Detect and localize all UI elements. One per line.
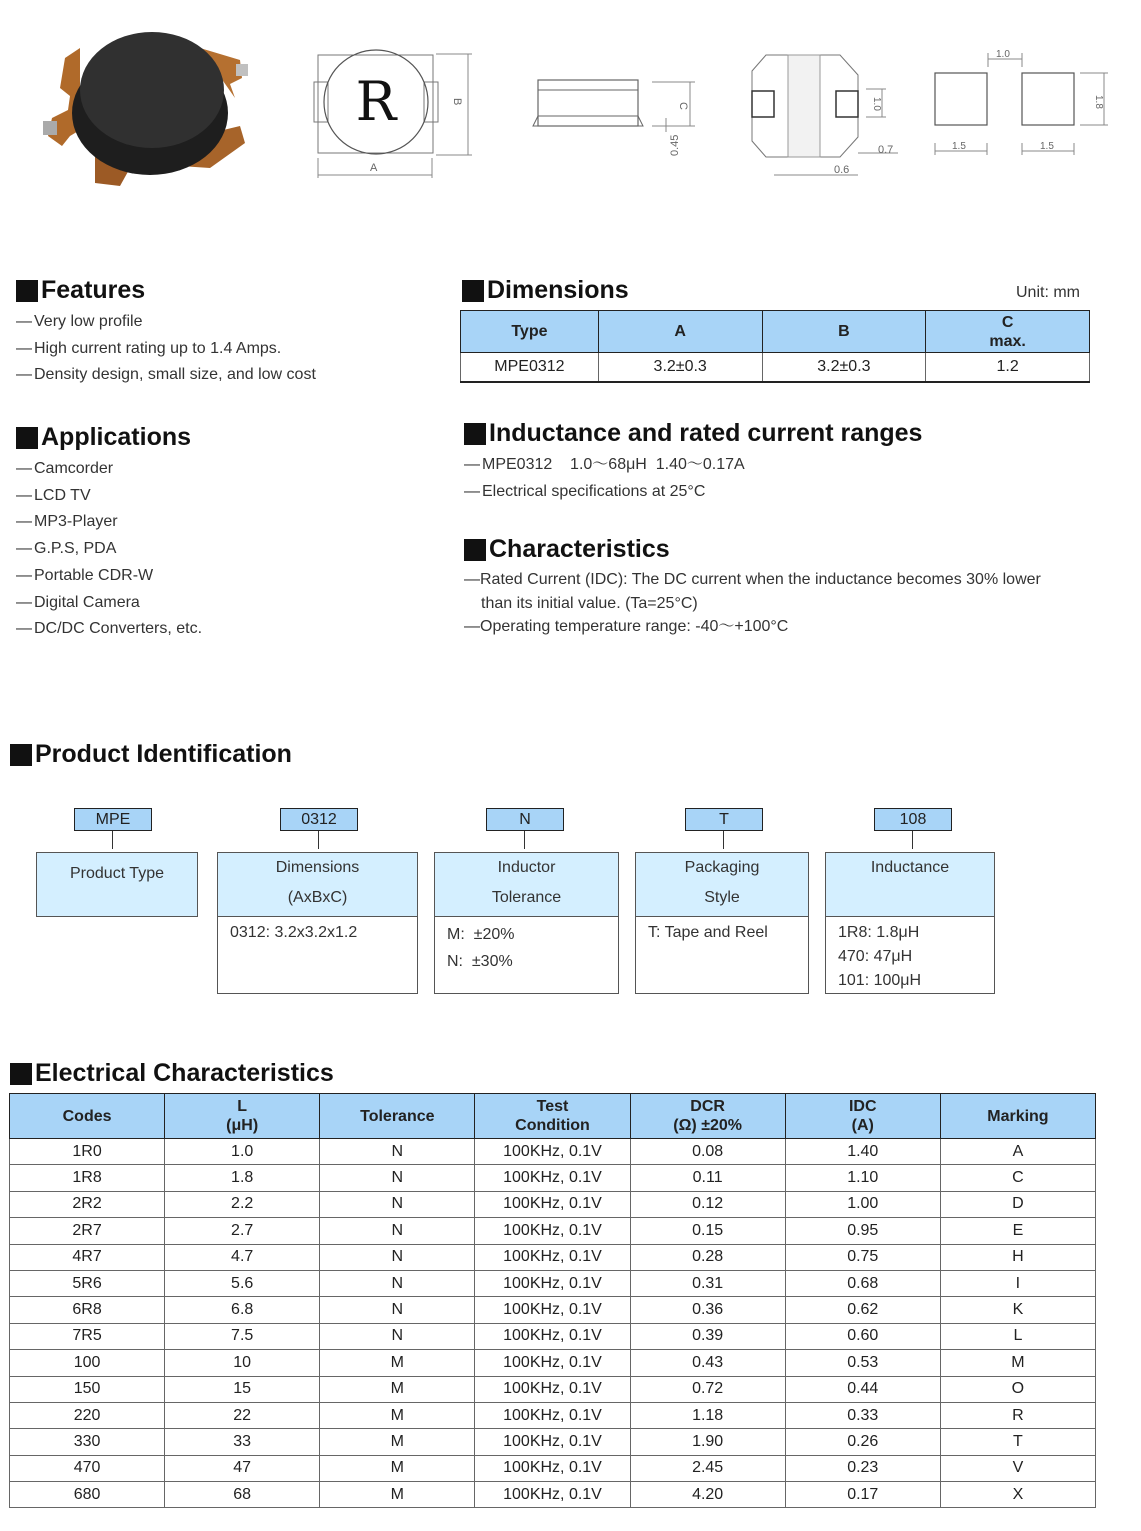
list-item: — MP3-Player bbox=[16, 509, 202, 536]
dim-18: 1.8 bbox=[1093, 95, 1104, 109]
table-cell: 100KHz, 0.1V bbox=[475, 1297, 630, 1323]
heading-square bbox=[16, 427, 38, 449]
land-pattern-drawing bbox=[930, 45, 1115, 160]
table-cell: 15 bbox=[165, 1376, 320, 1402]
table-header bbox=[630, 1094, 785, 1139]
list-item: — DC/DC Converters, etc. bbox=[16, 616, 202, 643]
table-cell: 100KHz, 0.1V bbox=[475, 1429, 630, 1455]
table-cell: 1.90 bbox=[630, 1429, 785, 1455]
list-item-text: Operating temperature range: -40～+100°C bbox=[480, 618, 789, 635]
pid-body-text: N: ±30% bbox=[447, 953, 513, 970]
product-id-title: Product Identification bbox=[35, 740, 292, 768]
pid-body-tolerance bbox=[434, 917, 619, 994]
table-cell: A bbox=[940, 1139, 1095, 1165]
table-cell: 0.95 bbox=[785, 1218, 940, 1244]
table-cell: X bbox=[940, 1482, 1095, 1508]
list-item: — Portable CDR-W bbox=[16, 563, 202, 590]
dim-header: Type bbox=[461, 311, 599, 353]
list-item: — Digital Camera bbox=[16, 590, 202, 617]
table-cell: 0.60 bbox=[785, 1323, 940, 1349]
table-cell: 22 bbox=[165, 1402, 320, 1428]
features-heading bbox=[16, 276, 145, 305]
pid-head-text: Dimensions bbox=[275, 859, 360, 876]
table-cell: N bbox=[320, 1323, 475, 1349]
table-cell: 100KHz, 0.1V bbox=[475, 1139, 630, 1165]
table-cell: 2.45 bbox=[630, 1455, 785, 1481]
dim-header-c-max: max. bbox=[989, 332, 1026, 350]
table-row bbox=[461, 353, 1090, 382]
dimensions-table bbox=[460, 310, 1090, 383]
table-cell: 680 bbox=[10, 1482, 165, 1508]
table-cell: 68 bbox=[165, 1482, 320, 1508]
dim-15b: 1.5 bbox=[1040, 141, 1054, 152]
table-cell: 0.11 bbox=[630, 1165, 785, 1191]
list-item-continuation: than its initial value. (Ta=25°C) bbox=[481, 594, 698, 612]
table-cell: 0.28 bbox=[630, 1244, 785, 1270]
table-header bbox=[10, 1094, 165, 1139]
table-cell: 1R0 bbox=[10, 1139, 165, 1165]
table-header-text: Tolerance bbox=[360, 1107, 435, 1125]
table-row bbox=[10, 1297, 1096, 1323]
table-cell: 7R5 bbox=[10, 1323, 165, 1349]
table-cell: L bbox=[940, 1323, 1095, 1349]
table-cell: 0.72 bbox=[630, 1376, 785, 1402]
list-item-text: Rated Current (IDC): The DC current when the inductance becomes 30% lower bbox=[480, 571, 1041, 588]
pid-head-packaging bbox=[635, 852, 809, 917]
table-cell: 330 bbox=[10, 1429, 165, 1455]
dimensions-heading bbox=[462, 276, 629, 305]
dim-header: B bbox=[762, 311, 926, 353]
list-item: — Camcorder bbox=[16, 456, 202, 483]
table-header-text: DCR bbox=[690, 1098, 725, 1115]
table-cell: 1.40 bbox=[785, 1139, 940, 1165]
pid-body-text: 0312: 3.2x3.2x1.2 bbox=[230, 924, 358, 941]
table-cell: R bbox=[940, 1402, 1095, 1428]
dim-10b: 1.0 bbox=[996, 49, 1010, 60]
table-cell: 470 bbox=[10, 1455, 165, 1481]
pid-head-inductance bbox=[825, 852, 995, 917]
table-cell: H bbox=[940, 1244, 1095, 1270]
table-cell: N bbox=[320, 1270, 475, 1296]
table-cell: 0.62 bbox=[785, 1297, 940, 1323]
table-cell: M bbox=[320, 1482, 475, 1508]
table-header-text: Test bbox=[536, 1098, 569, 1115]
table-cell: 0.26 bbox=[785, 1429, 940, 1455]
electrical-heading bbox=[10, 1059, 334, 1088]
list-item: — Density design, small size, and low cost bbox=[16, 362, 316, 389]
table-cell: 100KHz, 0.1V bbox=[475, 1244, 630, 1270]
table-cell: 2R2 bbox=[10, 1191, 165, 1217]
pid-head-product-type bbox=[36, 852, 198, 917]
dim-10a: 1.0 bbox=[871, 97, 882, 111]
table-cell: 0.33 bbox=[785, 1402, 940, 1428]
dim-045: 0.45 bbox=[669, 134, 681, 156]
table-cell: 1.8 bbox=[165, 1165, 320, 1191]
table-cell: K bbox=[940, 1297, 1095, 1323]
electrical-title: Electrical Characteristics bbox=[35, 1059, 334, 1087]
table-cell: 1.00 bbox=[785, 1191, 940, 1217]
table-row bbox=[10, 1350, 1096, 1376]
inductance-heading bbox=[464, 419, 922, 448]
applications-heading bbox=[16, 423, 191, 452]
list-item: — Very low profile bbox=[16, 309, 316, 336]
table-row bbox=[10, 1139, 1096, 1165]
table-cell: 0.23 bbox=[785, 1455, 940, 1481]
side-view-drawing bbox=[530, 70, 705, 170]
table-cell: O bbox=[940, 1376, 1095, 1402]
table-cell: 10 bbox=[165, 1350, 320, 1376]
list-item: — Electrical specifications at 25°C bbox=[464, 479, 745, 506]
list-item: —Rated Current (IDC): The DC current when the inductance becomes 30% lower bbox=[464, 571, 1041, 588]
table-row bbox=[10, 1244, 1096, 1270]
table-cell: M bbox=[320, 1455, 475, 1481]
list-item: — High current rating up to 1.4 Amps. bbox=[16, 336, 316, 363]
product-photo bbox=[40, 18, 270, 188]
table-cell: 0.43 bbox=[630, 1350, 785, 1376]
table-row bbox=[10, 1218, 1096, 1244]
table-row bbox=[10, 1402, 1096, 1428]
table-cell: MPE0312 bbox=[461, 353, 599, 382]
table-cell: N bbox=[320, 1139, 475, 1165]
code-box-tolerance: N bbox=[486, 808, 564, 831]
table-cell: 2.7 bbox=[165, 1218, 320, 1244]
features-title: Features bbox=[41, 276, 146, 304]
dim-07: 0.7 bbox=[878, 144, 894, 156]
heading-square bbox=[464, 423, 486, 445]
code-box-packaging: T bbox=[685, 808, 763, 831]
table-cell: 7.5 bbox=[165, 1323, 320, 1349]
table-header-text: Condition bbox=[515, 1117, 590, 1134]
table-cell: 0.17 bbox=[785, 1482, 940, 1508]
table-cell: N bbox=[320, 1244, 475, 1270]
features-list bbox=[16, 309, 316, 389]
connector-line bbox=[112, 831, 113, 849]
table-cell: 0.53 bbox=[785, 1350, 940, 1376]
table-cell: 0.15 bbox=[630, 1218, 785, 1244]
pid-body-text: 1R8: 1.8μH bbox=[838, 924, 920, 941]
table-cell: 0.12 bbox=[630, 1191, 785, 1217]
heading-square bbox=[10, 744, 32, 766]
pid-body-text: T: Tape and Reel bbox=[648, 924, 768, 941]
table-row bbox=[10, 1323, 1096, 1349]
inductance-title: Inductance and rated current ranges bbox=[489, 419, 923, 447]
table-header bbox=[940, 1094, 1095, 1139]
code-box-inductance: 108 bbox=[874, 808, 952, 831]
table-cell: 100KHz, 0.1V bbox=[475, 1482, 630, 1508]
table-row bbox=[10, 1455, 1096, 1481]
table-cell: M bbox=[320, 1429, 475, 1455]
dim-header: A bbox=[598, 311, 762, 353]
list-item: — MPE0312 1.0～68μH 1.40～0.17A bbox=[464, 452, 745, 479]
table-cell: 100KHz, 0.1V bbox=[475, 1191, 630, 1217]
characteristics-list bbox=[464, 568, 1041, 639]
pid-body-inductance bbox=[825, 917, 995, 994]
table-cell: 33 bbox=[165, 1429, 320, 1455]
dim-header bbox=[926, 311, 1090, 353]
table-cell: 0.08 bbox=[630, 1139, 785, 1165]
pid-head-text: (AxBxC) bbox=[287, 889, 348, 906]
label-c: C bbox=[677, 102, 689, 110]
list-item: —Operating temperature range: -40～+100°C bbox=[464, 618, 789, 635]
table-row bbox=[10, 1376, 1096, 1402]
inductance-list bbox=[464, 452, 745, 505]
table-cell: N bbox=[320, 1218, 475, 1244]
table-cell: V bbox=[940, 1455, 1095, 1481]
table-header bbox=[785, 1094, 940, 1139]
table-row bbox=[10, 1165, 1096, 1191]
table-cell: C bbox=[940, 1165, 1095, 1191]
table-cell: M bbox=[940, 1350, 1095, 1376]
bottom-view-drawing bbox=[748, 45, 908, 185]
table-cell: M bbox=[320, 1402, 475, 1428]
table-cell: 100KHz, 0.1V bbox=[475, 1270, 630, 1296]
dimensions-title: Dimensions bbox=[487, 276, 629, 304]
table-cell: D bbox=[940, 1191, 1095, 1217]
code-box-type: MPE bbox=[74, 808, 152, 831]
table-header-text: IDC bbox=[848, 1098, 877, 1115]
table-cell: 100KHz, 0.1V bbox=[475, 1218, 630, 1244]
top-view-drawing bbox=[306, 40, 486, 185]
table-cell: 4R7 bbox=[10, 1244, 165, 1270]
table-header-text: (A) bbox=[851, 1117, 874, 1134]
pid-body-text: 470: 47μH bbox=[838, 948, 913, 965]
table-header bbox=[320, 1094, 475, 1139]
table-cell: 6R8 bbox=[10, 1297, 165, 1323]
connector-line bbox=[524, 831, 525, 849]
table-cell: 1.10 bbox=[785, 1165, 940, 1191]
table-header-row bbox=[10, 1094, 1096, 1139]
table-row bbox=[10, 1482, 1096, 1508]
table-cell: 3.2±0.3 bbox=[762, 353, 926, 382]
pid-body-text: 101: 100μH bbox=[838, 972, 922, 989]
table-cell: 1.0 bbox=[165, 1139, 320, 1165]
table-cell: 220 bbox=[10, 1402, 165, 1428]
dim-06: 0.6 bbox=[834, 164, 850, 176]
applications-title: Applications bbox=[41, 423, 192, 451]
table-cell: 0.75 bbox=[785, 1244, 940, 1270]
product-id-heading bbox=[10, 740, 292, 769]
table-cell: 100KHz, 0.1V bbox=[475, 1323, 630, 1349]
table-cell: 4.20 bbox=[630, 1482, 785, 1508]
connector-line bbox=[318, 831, 319, 849]
connector-line bbox=[723, 831, 724, 849]
table-cell: 5.6 bbox=[165, 1270, 320, 1296]
table-cell: N bbox=[320, 1191, 475, 1217]
connector-line bbox=[912, 831, 913, 849]
dim-header-c: C bbox=[1001, 313, 1014, 331]
table-cell: T bbox=[940, 1429, 1095, 1455]
pid-head-tolerance bbox=[434, 852, 619, 917]
list-item: — LCD TV bbox=[16, 483, 202, 510]
table-cell: 100 bbox=[10, 1350, 165, 1376]
pid-head-text: Tolerance bbox=[491, 889, 562, 906]
table-cell: M bbox=[320, 1376, 475, 1402]
pid-body-dimensions bbox=[217, 917, 418, 994]
electrical-table bbox=[9, 1093, 1096, 1508]
heading-square bbox=[462, 280, 484, 302]
table-cell: 0.44 bbox=[785, 1376, 940, 1402]
table-cell: 47 bbox=[165, 1455, 320, 1481]
table-cell: 100KHz, 0.1V bbox=[475, 1402, 630, 1428]
table-row bbox=[10, 1270, 1096, 1296]
table-cell: E bbox=[940, 1218, 1095, 1244]
table-cell: 6.8 bbox=[165, 1297, 320, 1323]
table-cell: 1.2 bbox=[926, 353, 1090, 382]
table-header-text: (μH) bbox=[226, 1117, 259, 1134]
table-cell: 0.31 bbox=[630, 1270, 785, 1296]
table-header-text: Marking bbox=[987, 1107, 1049, 1125]
label-b: B bbox=[451, 98, 463, 106]
pid-head-dimensions bbox=[217, 852, 418, 917]
table-cell: I bbox=[940, 1270, 1095, 1296]
table-cell: 100KHz, 0.1V bbox=[475, 1455, 630, 1481]
table-cell: 100KHz, 0.1V bbox=[475, 1165, 630, 1191]
table-header-text: L bbox=[237, 1098, 248, 1115]
table-header bbox=[165, 1094, 320, 1139]
table-header-text: Codes bbox=[62, 1107, 112, 1125]
pid-head-text: Packaging bbox=[684, 859, 760, 876]
table-cell: 100KHz, 0.1V bbox=[475, 1350, 630, 1376]
label-a: A bbox=[370, 162, 378, 174]
characteristics-title: Characteristics bbox=[489, 535, 670, 563]
logo-letter: R bbox=[355, 70, 397, 133]
list-item: — G.P.S, PDA bbox=[16, 536, 202, 563]
table-cell: 100KHz, 0.1V bbox=[475, 1376, 630, 1402]
pid-body-text: M: ±20% bbox=[447, 926, 515, 943]
table-cell: 2.2 bbox=[165, 1191, 320, 1217]
pid-body-packaging bbox=[635, 917, 809, 994]
table-cell: 5R6 bbox=[10, 1270, 165, 1296]
table-cell: N bbox=[320, 1297, 475, 1323]
applications-list bbox=[16, 456, 202, 643]
pid-head-text: Style bbox=[704, 889, 740, 906]
table-header-text: (Ω) ±20% bbox=[673, 1117, 742, 1134]
heading-square bbox=[16, 280, 38, 302]
table-cell: 0.39 bbox=[630, 1323, 785, 1349]
table-cell: 2R7 bbox=[10, 1218, 165, 1244]
dim-15a: 1.5 bbox=[952, 141, 966, 152]
characteristics-heading bbox=[464, 535, 670, 564]
table-cell: 150 bbox=[10, 1376, 165, 1402]
table-row bbox=[10, 1429, 1096, 1455]
table-header bbox=[475, 1094, 630, 1139]
heading-square bbox=[10, 1063, 32, 1085]
table-cell: 1.18 bbox=[630, 1402, 785, 1428]
table-cell: N bbox=[320, 1165, 475, 1191]
pid-head-text: Inductance bbox=[870, 859, 950, 876]
table-cell: M bbox=[320, 1350, 475, 1376]
table-cell: 0.68 bbox=[785, 1270, 940, 1296]
code-box-dimensions: 0312 bbox=[280, 808, 358, 831]
table-cell: 4.7 bbox=[165, 1244, 320, 1270]
pid-head-text: Product Type bbox=[70, 865, 164, 882]
table-cell: 3.2±0.3 bbox=[598, 353, 762, 382]
pid-head-text: Inductor bbox=[497, 859, 556, 876]
table-cell: 0.36 bbox=[630, 1297, 785, 1323]
table-cell: 1R8 bbox=[10, 1165, 165, 1191]
table-row bbox=[10, 1191, 1096, 1217]
heading-square bbox=[464, 539, 486, 561]
dimensions-unit: Unit: mm bbox=[1016, 284, 1080, 301]
